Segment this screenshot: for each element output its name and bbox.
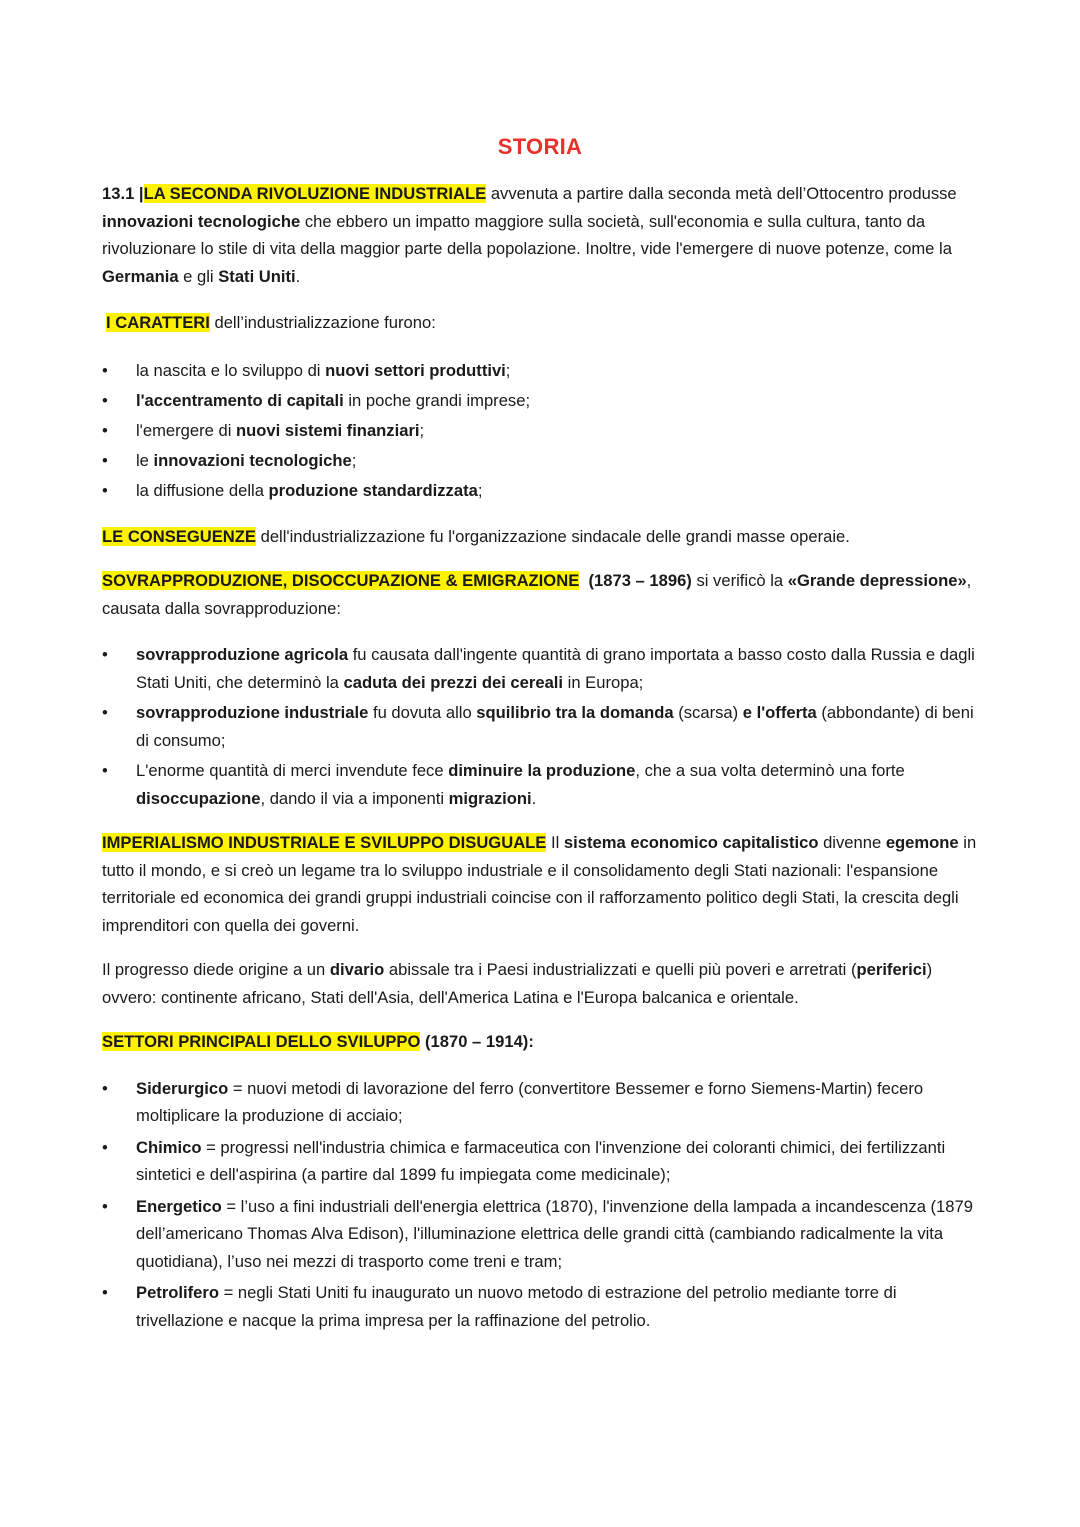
- paragraph-progresso: Il progresso diede origine a un divario abissale tra i Paesi industrializzati e quelli più poveri e arretrati (periferici) ovvero: continente africano, Stati dell'Asia, dell'America Latina e l'Europa balcanica e orientale.: [102, 960, 933, 1007]
- page-title: STORIA: [497, 134, 583, 159]
- paragraph-caratteri: I CARATTERI dell’industrializzazione furono:: [106, 313, 436, 332]
- paragraph-sovrapproduzione: SOVRAPPRODUZIONE, DISOCCUPAZIONE & EMIGRAZIONE (1873 – 1896) si verificò la «Grande depressione», causata dalla sovrapproduzione:: [102, 571, 972, 618]
- highlight-caratteri: I CARATTERI: [106, 313, 210, 332]
- list-item: • le innovazioni tecnologiche;: [102, 446, 982, 476]
- list-item: • la diffusione della produzione standardizzata;: [102, 476, 982, 506]
- highlight-sovrapproduzione: SOVRAPPRODUZIONE, DISOCCUPAZIONE & EMIGRAZIONE: [102, 571, 580, 590]
- highlight-conseguenze: LE CONSEGUENZE: [102, 526, 256, 546]
- paragraph-settori: SETTORI PRINCIPALI DELLO SVILUPPO (1870 – 1914):: [102, 1032, 534, 1051]
- document-body: [102, 180, 982, 1334]
- list-item: • Chimico = progressi nell'industria chimica e farmaceutica con l'invenzione dei coloranti chimici, dei fertilizzanti sintetici e dell'aspirina (a partire dal 1899 fu impiegata come medicinale);: [102, 1134, 982, 1189]
- list-item: • Siderurgico = nuovi metodi di lavorazione del ferro (convertitore Bessemer e forno Siemens-Martin) fecero moltiplicare la produzione di acciaio;: [102, 1075, 982, 1130]
- highlight-seconda-rivoluzione: LA SECONDA RIVOLUZIONE INDUSTRIALE: [143, 184, 487, 203]
- list-item: • l'emergere di nuovi sistemi finanziari;: [102, 416, 982, 446]
- paragraph-conseguenze: LE CONSEGUENZE dell'industrializzazione fu l'organizzazione sindacale delle grandi masse operaie.: [102, 526, 850, 546]
- paragraph-imperialismo: IMPERIALISMO INDUSTRIALE E SVILUPPO DISUGUALE Il sistema economico capitalistico divenne egemone in tutto il mondo, e si creò un legame tra lo sviluppo industriale e il consolidamento degli Stati nazionali: l'espansione territoriale ed economica dei grandi gruppi industriali coincise con il rafforzamento politico degli Stati, la crescita degli imprenditori con quella dei governi.: [102, 833, 977, 935]
- list-settori: [102, 1075, 982, 1335]
- highlight-settori: SETTORI PRINCIPALI DELLO SVILUPPO: [102, 1032, 421, 1051]
- list-item: • sovrapproduzione industriale fu dovuta allo squilibrio tra la domanda (scarsa) e l'offerta (abbondante) di beni di consumo;: [102, 699, 982, 754]
- section-number: 13.1 |: [102, 184, 144, 203]
- list-item: • la nascita e lo sviluppo di nuovi settori produttivi;: [102, 356, 982, 386]
- paragraph-seconda-rivoluzione: 13.1 |LA SECONDA RIVOLUZIONE INDUSTRIALE avvenuta a partire dalla seconda metà dell’Ottocentro produsse innovazioni tecnologiche che ebbero un impatto maggiore sulla società, sull'economia e sulla cultura, tanto da rivoluzionare lo stile di vita della maggior parte della popolazione. Inoltre, vide l'emergere di nuove potenze, come la Germania e gli Stati Uniti.: [102, 184, 957, 286]
- list-item: • sovrapproduzione agricola fu causata dall'ingente quantità di grano importata a basso costo dalla Russia e dagli Stati Uniti, che determinò la caduta dei prezzi dei cereali in Europa;: [102, 641, 982, 696]
- list-caratteri: [102, 356, 982, 506]
- list-sovrapproduzione: [102, 641, 982, 812]
- highlight-imperialismo: IMPERIALISMO INDUSTRIALE E SVILUPPO DISUGUALE: [102, 833, 547, 852]
- list-item: • L'enorme quantità di merci invendute fece diminuire la produzione, che a sua volta determinò una forte disoccupazione, dando il via a imponenti migrazioni.: [102, 757, 982, 812]
- list-item: • l'accentramento di capitali in poche grandi imprese;: [102, 386, 982, 416]
- list-item: • Energetico = l’uso a fini industriali dell'energia elettrica (1870), l'invenzione della lampada a incandescenza (1879 dell’americano Thomas Alva Edison), l'illuminazione elettrica delle grandi città (cambiando radicalmente la vita quotidiana), l’uso nei mezzi di trasporto come treni e tram;: [102, 1193, 982, 1276]
- list-item: • Petrolifero = negli Stati Uniti fu inaugurato un nuovo metodo di estrazione del petrolio mediante torre di trivellazione e nacque la prima impresa per la raffinazione del petrolio.: [102, 1279, 982, 1334]
